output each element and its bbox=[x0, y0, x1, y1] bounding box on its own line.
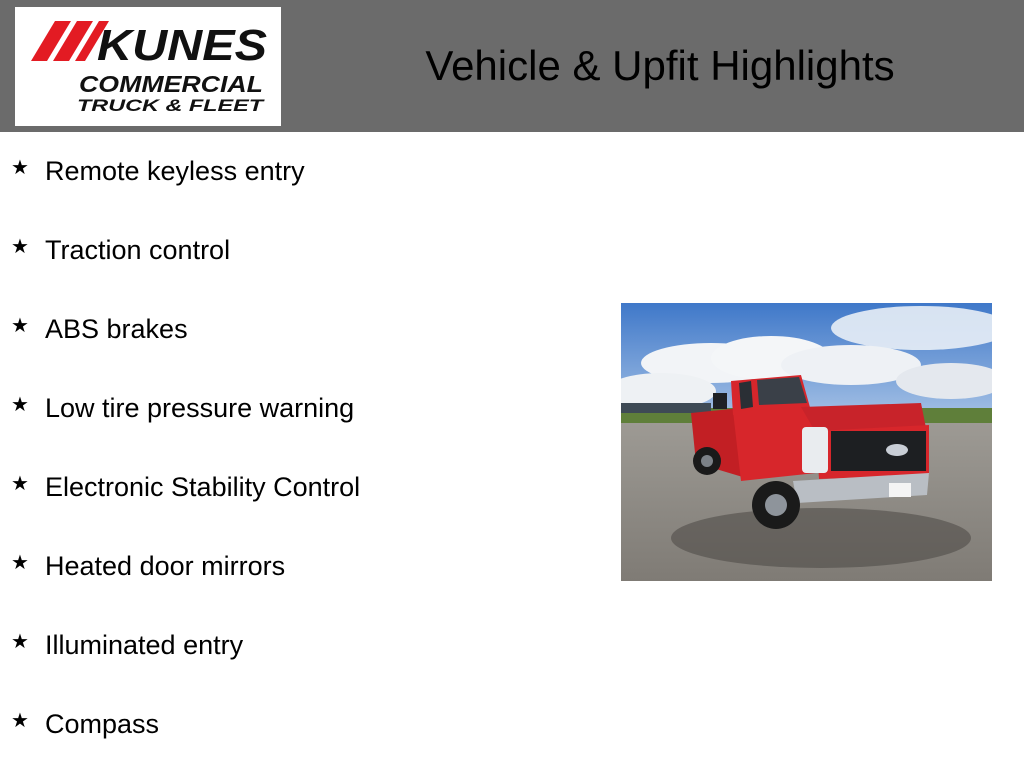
logo-line1-text: COMMERCIAL bbox=[79, 71, 263, 97]
page-title: Vehicle & Upfit Highlights bbox=[425, 42, 895, 89]
logo-brand-text: KUNES bbox=[97, 21, 267, 70]
star-icon: ★ bbox=[11, 315, 29, 337]
feature-label: Low tire pressure warning bbox=[45, 393, 355, 423]
star-icon: ★ bbox=[11, 394, 29, 416]
red-pickup-truck-photo bbox=[621, 303, 992, 581]
feature-label: Remote keyless entry bbox=[45, 156, 305, 186]
star-icon: ★ bbox=[11, 552, 29, 574]
feature-label: Heated door mirrors bbox=[45, 551, 286, 581]
header-bar bbox=[0, 0, 1024, 132]
logo-line2-text: TRUCK & FLEET bbox=[77, 96, 266, 115]
star-icon: ★ bbox=[11, 710, 29, 732]
star-icon: ★ bbox=[11, 236, 29, 258]
star-icon: ★ bbox=[11, 473, 29, 495]
feature-label: ABS brakes bbox=[45, 314, 188, 344]
kunes-logo bbox=[15, 7, 281, 126]
star-icon: ★ bbox=[11, 157, 29, 179]
kunes-logo-graphic bbox=[15, 7, 281, 126]
feature-label: Traction control bbox=[45, 235, 231, 265]
star-icon: ★ bbox=[11, 631, 29, 653]
feature-label: Illuminated entry bbox=[45, 630, 244, 660]
feature-label: Electronic Stability Control bbox=[45, 472, 361, 502]
feature-label: Compass bbox=[45, 709, 160, 739]
truck-photo bbox=[621, 303, 992, 581]
